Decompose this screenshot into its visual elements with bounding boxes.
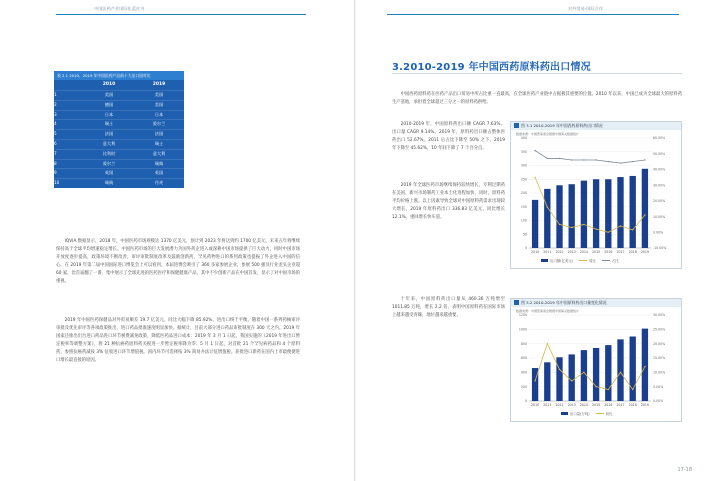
bar [617, 177, 623, 248]
table-cell: 美国 [154, 101, 164, 107]
table-cell: 德国 [104, 101, 114, 107]
bar [532, 200, 538, 248]
table-cell: 意大利 [102, 140, 116, 146]
y-right-tick-label: 0.00% [653, 399, 664, 404]
chart-api-export-value [510, 121, 682, 269]
legend-label: 出口量(万吨) [570, 412, 590, 416]
bar [605, 345, 611, 401]
table-cell: 2 [54, 101, 57, 107]
y-right-tick-label: 30.00% [653, 183, 666, 188]
table-cell: 瑞士 [154, 140, 164, 146]
y-right-tick-label: 10.00% [653, 370, 666, 375]
table-cell: 4 [54, 121, 57, 127]
x-tick-label: 2018 [628, 250, 637, 254]
table-cell: 8 [54, 160, 57, 166]
legend-item [541, 258, 573, 263]
series-point [595, 228, 596, 229]
legend-label: 同比 [589, 259, 596, 263]
table-cell: 爱尔兰 [102, 160, 116, 166]
table-cell: 1 [54, 92, 57, 97]
y-left-tick-label: 1000 [518, 327, 527, 332]
series-point [534, 177, 535, 178]
y-left-tick-label: 150 [520, 204, 527, 209]
table-cell: 瑞士 [104, 121, 114, 127]
bar [556, 185, 562, 248]
y-right-tick-label: 20.00% [653, 199, 666, 204]
x-tick-label: 2014 [579, 403, 588, 407]
series-point [571, 227, 572, 228]
legend-swatch-bar [541, 259, 548, 262]
section-paragraph-1: 2010-2019 年，中国原料药出口额 CAGR 7.63%。出口量 CAGR 9.14%。2019 年，原料药出口额占整体医药出口 52.67%。2011 后占比下降至 50% 之下，2019 年下降至 45.62%，10 年间下降了 7 个百分点。 [392, 122, 505, 152]
chart-api-export-volume [510, 298, 682, 422]
y-left-tick-label: 600 [520, 356, 527, 361]
right-running-header: 对外贸易-国际合作 [568, 6, 604, 11]
table-cell: 英国 [154, 170, 164, 176]
legend-label: 占比 [611, 259, 619, 263]
y-left-tick-label: 0 [524, 246, 527, 251]
y-right-tick-label: 10.00% [653, 214, 666, 219]
bar [593, 348, 599, 401]
table-row [54, 129, 184, 139]
series-point [583, 159, 584, 160]
bar [581, 181, 587, 248]
table-row [54, 178, 184, 188]
table-cell: 丹麦 [154, 180, 164, 186]
x-tick-label: 2012 [555, 250, 564, 254]
series-point [608, 232, 609, 233]
bar [569, 354, 575, 401]
y-left-tick-label: 400 [520, 136, 527, 141]
table-cell: 英国 [104, 170, 114, 176]
y-right-tick-label: 40.00% [653, 167, 666, 172]
legend-item [561, 411, 590, 416]
table-row [54, 119, 184, 129]
series-point [620, 162, 621, 163]
bar [642, 329, 648, 401]
legend-swatch-line [579, 260, 587, 261]
y-right-tick-label: 0.00% [653, 230, 664, 235]
y-left-tick-label: 50 [522, 232, 527, 237]
bar [593, 179, 599, 248]
left-header-rule [56, 14, 306, 15]
y-left-tick-label: 350 [520, 149, 527, 154]
left-paragraph-2: 2019 年中国医药保健品对外贸易顺差 19.7 亿美元，同比大幅下降 85.92%，进出口终于平衡。随着中国一系列药械审评审批及优先审评等各项政策推出，进口药品批准速度明显加快。据统计，目前大部分进口药品审批制度在 300 天之内。2019 年国家还推出出台进口药品进口环节税费减免政策，降低医药品进口成本：2019 年 3 月 1 日起，我国实施的《2019 年进出口暂定税率等调整方案》，将 21 种抗癌药原料药关税进一步暂定税率降为零；5 月 1 日起，对首批 21 个罕见病药品和 4 个原料药，参照抗癌药减按 3% 征收进口环节增值税。国内环节可选择按 3% 简易办法计征增值税。获批进口新药在国内上市最便捷进口增长最直接的原因。 [56, 318, 300, 364]
x-tick-label: 2016 [604, 250, 613, 254]
chart-legend [561, 411, 612, 416]
y-right-tick-label: 5.00% [653, 384, 664, 389]
section-paragraph-3: 十年来，中国原料药出口量从 460.36 万吨增至 1011.85 万吨，增长 2.2 倍，表明中国原料药在国际市场上越来越受青睐，地位越来越重要。 [392, 297, 505, 319]
y-left-tick-label: 100 [520, 218, 527, 223]
table-cell: 意大利 [152, 150, 166, 156]
series-point [571, 380, 572, 381]
legend-label: 出口额(亿美元) [550, 259, 573, 263]
series-point [632, 389, 633, 390]
table-row [54, 159, 184, 169]
series-point [632, 229, 633, 230]
section-title-rule [392, 73, 682, 74]
right-page [355, 0, 710, 481]
series-point [534, 380, 535, 381]
bar [630, 176, 636, 248]
series-point [608, 389, 609, 390]
y-right-tick-label: -10.00% [653, 246, 667, 251]
table-row [54, 90, 184, 100]
series-point [595, 386, 596, 387]
chart-title: 图 3.1 2010-2019 年中国西药原料药出口情况 [521, 123, 603, 128]
series-line [535, 344, 645, 390]
series-point [547, 206, 548, 207]
x-tick-label: 2010 [531, 403, 540, 407]
table-row [54, 168, 184, 178]
table-cell: 爱尔兰 [152, 121, 166, 127]
series-point [595, 159, 596, 160]
table-body [54, 90, 184, 188]
y-right-tick-label: 15.00% [653, 356, 666, 361]
series-point [559, 224, 560, 225]
section-title: 3.2010-2019 年中国西药原料药出口情况 [392, 62, 591, 73]
bar [569, 184, 575, 248]
table-row [54, 149, 184, 159]
legend-swatch-bar [561, 412, 568, 415]
x-tick-label: 2011 [543, 403, 552, 407]
chart-title: 图 3.2 2010-2019 年中国原料药出口量变化情况 [521, 300, 607, 305]
y-left-tick-label: 200 [520, 191, 527, 196]
x-tick-label: 2017 [616, 403, 625, 407]
table-cell: 10 [54, 180, 60, 186]
table-cell: 5 [54, 131, 57, 137]
bar [630, 337, 636, 402]
table-header-cell [54, 80, 84, 90]
table-cell: 9 [54, 170, 57, 176]
x-tick-label: 2012 [555, 403, 564, 407]
table-cell: 日本 [104, 111, 114, 117]
table-row [54, 110, 184, 120]
series-point [620, 225, 621, 226]
y-left-tick-label: 250 [520, 177, 527, 182]
x-tick-label: 2016 [604, 403, 613, 407]
y-left-tick-label: 400 [520, 370, 527, 375]
table-cell: 瑞典 [154, 160, 164, 166]
series-point [559, 369, 560, 370]
legend-swatch-line [602, 260, 610, 261]
chart-plot [511, 299, 681, 421]
y-right-tick-label: 25.00% [653, 327, 666, 332]
chart-plot [511, 122, 681, 268]
legend-swatch-line [596, 413, 604, 414]
legend-item [602, 258, 619, 263]
series-point [583, 224, 584, 225]
series-point [547, 158, 548, 159]
y-left-tick-label: 200 [520, 384, 527, 389]
right-header-rule [387, 14, 679, 15]
table-cell: 7 [54, 150, 57, 156]
series-point [547, 343, 548, 344]
table-header-cell: 2019 [152, 82, 166, 87]
chart-legend [541, 258, 619, 263]
table-header-cell: 2010 [102, 82, 116, 87]
y-right-tick-label: 50.00% [653, 151, 666, 156]
table-cell: 法国 [104, 131, 114, 137]
x-tick-label: 2014 [579, 250, 588, 254]
x-tick-label: 2019 [640, 403, 649, 407]
y-left-tick-label: 1200 [518, 313, 527, 318]
y-left-tick-label: 800 [520, 341, 527, 346]
series-point [644, 159, 645, 160]
series-point [620, 372, 621, 373]
page-number: 17-18 [677, 467, 692, 473]
table-cell: 美国 [104, 92, 114, 97]
x-tick-label: 2015 [592, 403, 601, 407]
series-line [535, 177, 645, 232]
left-paragraph-1: IQVIA 数据显示，2018 年，中国医药市场规模达 1370 亿美元，预计到 2023 年将达到约 1700 亿美元，未来五年将继续保持高于全球平均增速稳定增长。中国医药市场的巨大发展潜力为国外药企进入或深耕中国市场提供了巨大动力，同时中国市场开放度逐步提高，政策环境不断改善，审评审批制度改革及鼓励创新药、罕见药物进口的系列政策也提振了外企进入中国的信心。在 2019 年第二届中国国际进口博览会上可以看到，本届进博会吸引了 360 多家参展企业，参展 500 强及行业龙头企业超 60 家，比首届翻了一番，集中展示了全球先进的医药医疗和保健健康产品，其中不少创新产品在中国首发，显示了对中国市场的重视。 [56, 239, 300, 285]
series-line [535, 151, 645, 164]
table-row [54, 139, 184, 149]
legend-label: 同比 [605, 412, 613, 416]
series-point [534, 150, 535, 151]
bar [605, 179, 611, 248]
table-cell: 美国 [154, 92, 164, 97]
y-right-tick-label: 30.00% [653, 313, 666, 318]
series-point [644, 214, 645, 215]
table-cell: 6 [54, 140, 57, 146]
left-running-header: 中国医药产业国际化蓝皮书 [94, 6, 145, 11]
x-tick-label: 2013 [567, 403, 576, 407]
x-tick-label: 2017 [616, 250, 625, 254]
bar [544, 362, 550, 401]
bar [642, 169, 648, 248]
series-point [571, 159, 572, 160]
legend-item [596, 411, 613, 416]
x-tick-label: 2018 [628, 403, 637, 407]
y-left-tick-label: 0 [524, 399, 527, 404]
table-cell: 3 [54, 111, 57, 117]
series-point [559, 158, 560, 159]
y-right-tick-label: 20.00% [653, 341, 666, 346]
export-countries-table [54, 71, 184, 188]
x-tick-label: 2013 [567, 250, 576, 254]
bar [544, 189, 550, 248]
x-tick-label: 2010 [531, 250, 540, 254]
y-right-tick-label: 60.00% [653, 136, 666, 141]
y-left-tick-label: 300 [520, 163, 527, 168]
table-cell: 日本 [154, 111, 164, 117]
chart-subtitle: 数据来源：中国医保商会根据中国海关数据统计 [516, 132, 580, 136]
bar [617, 339, 623, 401]
chart-subtitle: 数据来源：中国医保商会根据中国海关数据统计 [516, 309, 580, 313]
table-cell: 法国 [154, 131, 164, 137]
series-point [632, 161, 633, 162]
section-paragraph-2: 2019 年全球医药市场继续保持较快增长，专利过期药在美国、新兴市场制药工业本土化进程加快，同时，原料药平均价格上涨。以上因素导致全球对中国原料药需求出现较大增长，2019 年原料药出口 336.83 亿美元，同比增长 12.1%，重回增长快车道。 [392, 183, 505, 221]
x-tick-label: 2015 [592, 250, 601, 254]
legend-item [579, 258, 596, 263]
table-header-row [54, 80, 184, 90]
table-cell: 瑞典 [104, 180, 114, 186]
series-point [608, 161, 609, 162]
table-caption: 表 2.1 2010、2019 年中国医药产品前十大出口国对比 [54, 71, 184, 80]
series-point [583, 372, 584, 373]
table-row [54, 100, 184, 110]
series-point [644, 366, 645, 367]
section-intro: 中国西药原料药在医药产品出口贸易中所占比重一直最高，在全球医药产业链中占据极其重要的位置。2010 年以来，中国已成为全球最大的原料药生产基地，承担着全球超过三分之一的原料药供给。 [392, 92, 682, 106]
x-tick-label: 2011 [543, 250, 552, 254]
table-cell: 比利时 [102, 150, 116, 156]
x-tick-label: 2019 [640, 250, 649, 254]
